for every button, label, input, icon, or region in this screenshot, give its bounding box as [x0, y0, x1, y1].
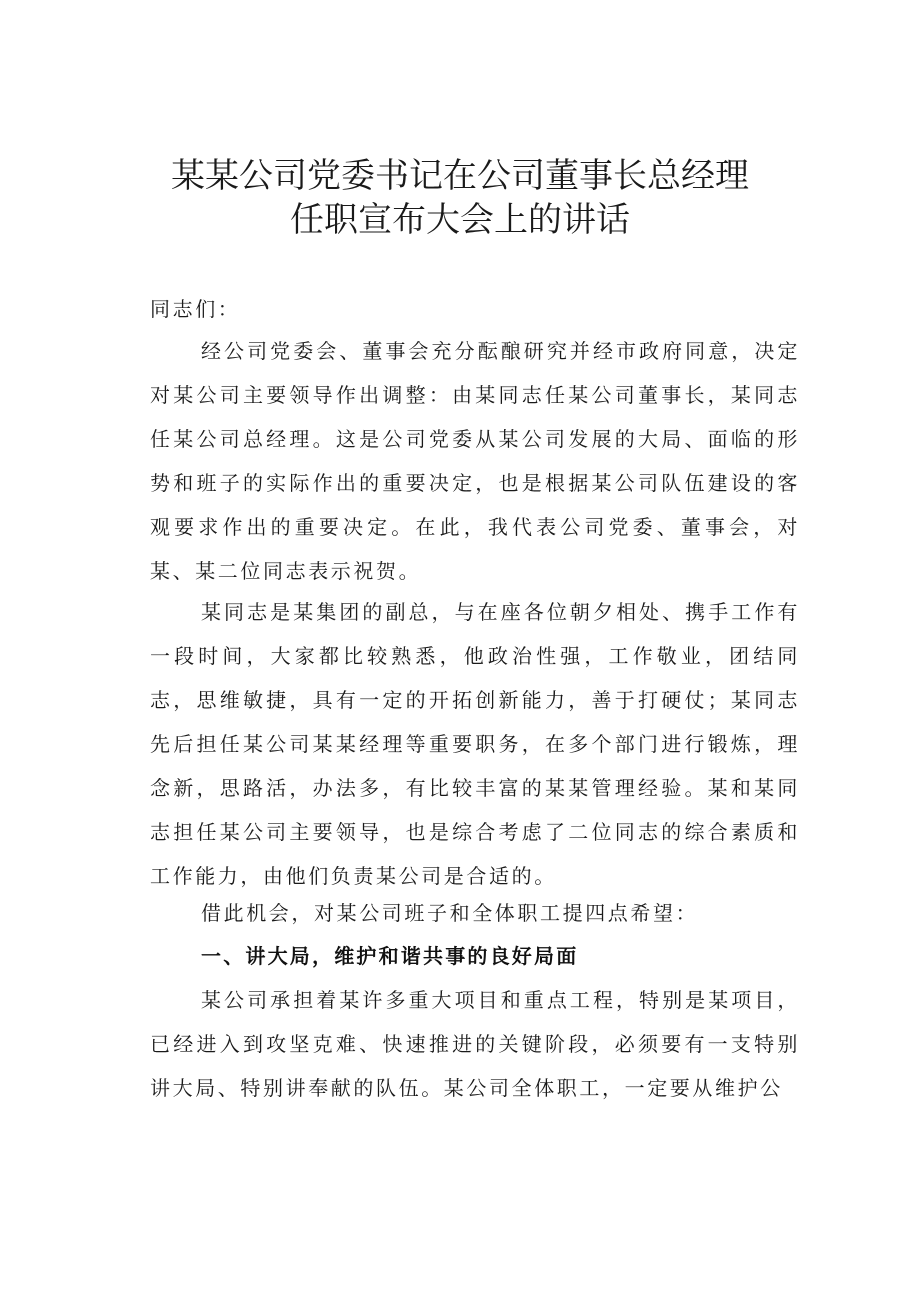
paragraph-section-1: 某公司承担着某许多重大项目和重点工程，特别是某项目，已经进入到攻坚克难、快速推进的关键阶段，必须要有一支特别讲大局、特别讲奉献的队伍。某公司全体职工，一定要从维护公 — [150, 988, 800, 1100]
greeting: 同志们： — [150, 297, 241, 321]
paragraph-appointment: 经公司党委会、董事会充分酝酿研究并经市政府同意，决定对某公司主要领导作出调整：由某同志任某公司董事长，某同志任某公司总经理。这是公司党委从某公司发展的大局、面临的形势和班子的实际作出的重要决定，也是根据某公司队伍建设的客观要求作出的重要决定。在此，我代表公司党委、董事会，对某、某二位同志表示祝贺。 — [150, 339, 800, 583]
document-title-line-2: 任职宣布大会上的讲话 — [290, 200, 630, 240]
document-title-line-1: 某某公司党委书记在公司董事长总经理 — [171, 156, 749, 196]
paragraph-hopes: 借此机会，对某公司班子和全体职工提四点希望： — [201, 901, 699, 925]
section-heading: 一、讲大局，维护和谐共事的良好局面 — [201, 944, 579, 968]
paragraph-introduction: 某同志是某集团的副总，与在座各位朝夕相处、携手工作有一段时间，大家都比较熟悉，他政治性强，工作敬业，团结同志，思维敏捷，具有一定的开拓创新能力，善于打硬仗；某同志先后担任某公司某某经理等重要职务，在多个部门进行锻炼，理念新，思路活，办法多，有比较丰富的某某管理经验。某和某同志担任某公司主要领导，也是综合考虑了二位同志的综合素质和工作能力，由他们负责某公司是合适的。 — [150, 600, 800, 888]
